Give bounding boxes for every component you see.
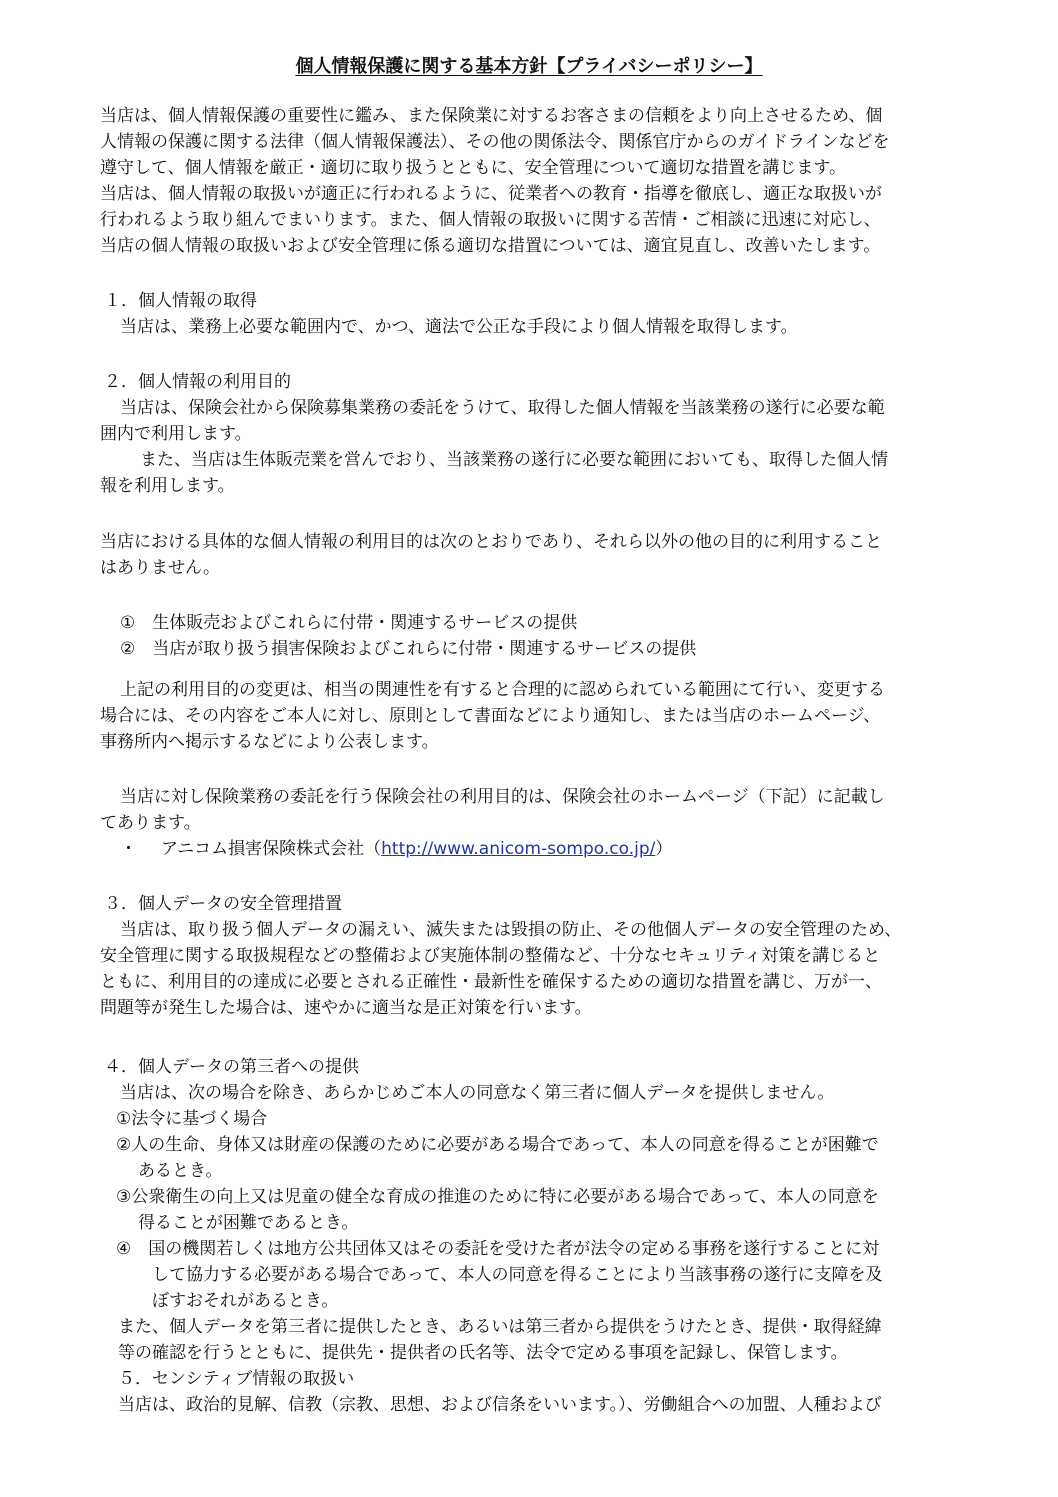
purpose-item: ① 生体販売およびこれらに付帯・関連するサービスの提供 [120, 613, 578, 633]
company-name: アニコム損害保険株式会社（ [161, 839, 382, 859]
section-2-text: 場合には、その内容をご本人に対し、原則として書面などにより通知し、または当店のホームページ、 [100, 706, 881, 726]
section-2-text: 当店における具体的な個人情報の利用目的は次のとおりであり、それら以外の他の目的に利用すること [100, 532, 882, 552]
intro-line: 行われるよう取り組んでまいります。また、個人情報の取扱いに関する苦情・ご相談に迅速に対応し、 [100, 210, 881, 230]
exception-item: ②人の生命、身体又は財産の保護のために必要がある場合であって、本人の同意を得ることが困難で [116, 1135, 879, 1155]
exception-item: あるとき。 [138, 1161, 223, 1181]
section-2-text: てあります。 [100, 813, 201, 833]
exception-item: ③公衆衛生の向上又は児童の健全な育成の推進のために特に必要がある場合であって、本人の同意を [116, 1187, 879, 1207]
section-3-text: 当店は、取り扱う個人データの漏えい、滅失または毀損の防止、その他個人データの安全管理のため、 [120, 920, 902, 940]
section-3-text: ともに、利用目的の達成に必要とされる正確性・最新性を確保するための適切な措置を講じ、万が一、 [100, 972, 882, 992]
section-3-text: 安全管理に関する取扱規程などの整備および実施体制の整備など、十分なセキュリティ対策を講じると [100, 946, 881, 966]
section-2-text: 当店に対し保険業務の委託を行う保険会社の利用目的は、保険会社のホームページ（下記）に記載し [120, 787, 885, 807]
section-3-text: 問題等が発生した場合は、速やかに適当な是正対策を行います。 [100, 998, 592, 1018]
intro-line: 人情報の保護に関する法律（個人情報保護法）、その他の関係法令、関係官庁からのガイドラインなどを [100, 132, 890, 152]
section-2-text: また、当店は生体販売業を営んでおり、当該業務の遂行に必要な範囲においても、取得した個人情 [140, 450, 888, 470]
section-3-heading: ３．個人データの安全管理措置 [104, 894, 342, 914]
intro-line: 当店は、個人情報の取扱いが適正に行われるように、従業者への教育・指導を徹底し、適正な取扱いが [100, 184, 882, 204]
section-4-text: 等の確認を行うとともに、提供先・提供者の氏名等、法令で定める事項を記録し、保管します。 [118, 1343, 848, 1363]
intro-line: 当店は、個人情報保護の重要性に鑑み、また保険業に対するお客さまの信頼をより向上させるため、個 [100, 106, 883, 126]
intro-line: 遵守して、個人情報を厳正・適切に取り扱うとともに、安全管理について適切な措置を講じます。 [100, 158, 846, 178]
exception-item: ①法令に基づく場合 [116, 1109, 268, 1129]
section-4-text: 当店は、次の場合を除き、あらかじめご本人の同意なく第三者に個人データを提供しません。 [120, 1083, 835, 1103]
section-2-text: 事務所内へ掲示するなどにより公表します。 [100, 732, 439, 752]
section-2-text: はありません。 [100, 558, 221, 578]
section-2-text: 報を利用します。 [100, 476, 235, 496]
company-url-link[interactable]: http://www.anicom-sompo.co.jp/ [381, 839, 656, 859]
exception-item: ぼすおそれがあるとき。 [152, 1291, 339, 1311]
purpose-item: ② 当店が取り扱う損害保険およびこれらに付帯・関連するサービスの提供 [120, 639, 697, 659]
section-5-text: 当店は、政治的見解、信教（宗教、思想、および信条をいいます。）、労働組合への加盟、人種および [118, 1395, 882, 1415]
section-2-text: 囲内で利用します。 [100, 424, 252, 444]
section-1-heading: １．個人情報の取得 [104, 291, 257, 311]
section-2-text: 上記の利用目的の変更は、相当の関連性を有すると合理的に認められている範囲にて行い、変更する [120, 680, 885, 700]
company-close: ） [655, 839, 673, 859]
intro-line: 当店の個人情報の取扱いおよび安全管理に係る適切な措置については、適宜見直し、改善いたします。 [100, 236, 881, 256]
section-4-heading: ４．個人データの第三者への提供 [104, 1057, 359, 1077]
exception-item: 得ることが困難であるとき。 [138, 1213, 359, 1233]
page-title: 個人情報保護に関する基本方針【プライバシーポリシー】 [295, 56, 763, 77]
section-2-text: 当店は、保険会社から保険募集業務の委託をうけて、取得した個人情報を当該業務の遂行に必要な範 [120, 398, 885, 418]
company-line [120, 838, 672, 860]
section-5-heading: ５．センシティブ情報の取扱い [118, 1369, 355, 1389]
section-1-text: 当店は、業務上必要な範囲内で、かつ、適法で公正な手段により個人情報を取得します。 [120, 317, 798, 337]
exception-item: して協力する必要がある場合であって、本人の同意を得ることにより当該事務の遂行に支障を及 [152, 1265, 883, 1285]
section-4-text: また、個人データを第三者に提供したとき、あるいは第三者から提供をうけたとき、提供・取得経緯 [118, 1317, 882, 1337]
exception-item: ④ 国の機関若しくは地方公共団体又はその委託を受けた者が法令の定める事務を遂行することに対 [116, 1239, 880, 1259]
section-2-heading: ２．個人情報の利用目的 [104, 372, 291, 392]
bullet: ・ [120, 839, 137, 859]
